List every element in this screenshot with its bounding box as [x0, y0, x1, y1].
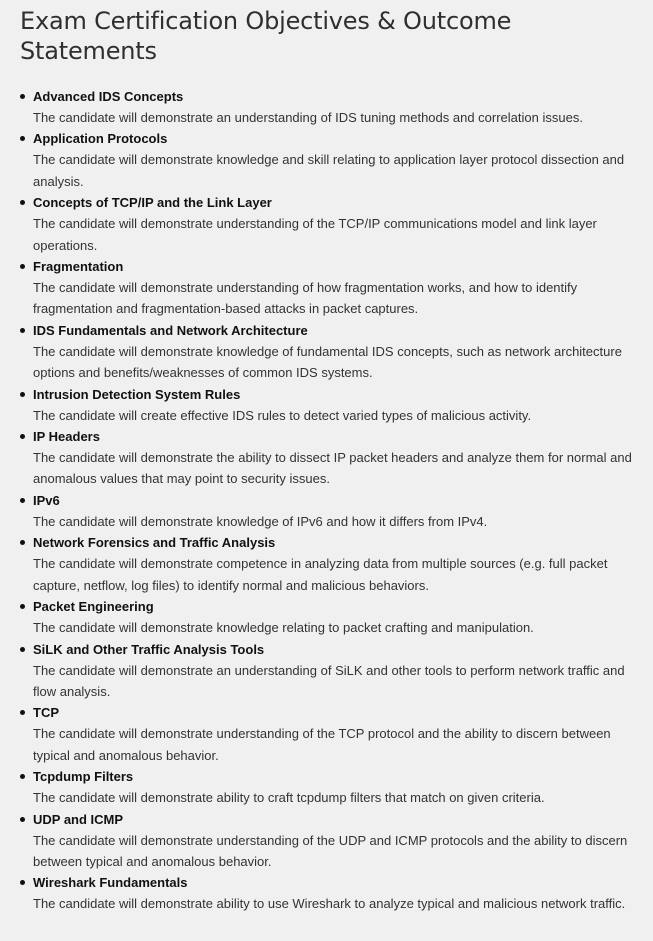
objective-title: Intrusion Detection System Rules	[33, 386, 241, 402]
page-title: Exam Certification Objectives & Outcome Statements	[20, 7, 512, 65]
bullet-icon	[20, 200, 25, 205]
list-item	[20, 872, 639, 914]
objective-description: The candidate will demonstrate the ability to dissect IP packet headers and analyze them for normal and anomalous values that may point to security issues.	[33, 450, 632, 487]
bullet-icon	[20, 774, 25, 779]
objective-title: IP Headers	[33, 429, 100, 445]
bullet-icon	[20, 94, 25, 99]
objective-title: IPv6	[33, 492, 60, 508]
objective-description: The candidate will demonstrate knowledge of fundamental IDS concepts, such as network architecture options and benefits/weaknesses of common IDS systems.	[33, 343, 622, 381]
objective-description: The candidate will demonstrate understanding of the UDP and ICMP protocols and the ability to discern between typical and anomalous behavior.	[33, 832, 628, 869]
list-item	[20, 86, 639, 128]
list-item	[20, 128, 639, 192]
list-item	[20, 766, 639, 808]
list-item	[20, 639, 639, 703]
objective-title: IDS Fundamentals and Network Architecture	[33, 322, 308, 338]
objective-title: UDP and ICMP	[33, 811, 124, 827]
list-item	[20, 490, 639, 532]
bullet-icon	[20, 710, 25, 715]
objective-description: The candidate will demonstrate knowledge relating to packet crafting and manipulation.	[33, 620, 534, 636]
bullet-icon	[20, 392, 25, 397]
objective-title: Network Forensics and Traffic Analysis	[33, 535, 276, 551]
objective-description: The candidate will demonstrate competence in analyzing data from multiple sources (e.g. full packet capture, netflow, log files) to identify normal and malicious behaviors.	[33, 556, 608, 593]
list-item	[20, 426, 639, 490]
bullet-icon	[20, 328, 25, 333]
objective-description: The candidate will demonstrate knowledge of IPv6 and how it differs from IPv4.	[33, 513, 488, 529]
list-item	[20, 596, 639, 638]
objective-description: The candidate will demonstrate understanding of the TCP protocol and the ability to discern between typical and anomalous behavior.	[33, 726, 611, 763]
objective-description: The candidate will demonstrate understanding of how fragmentation works, and how to identify fragmentation and fragmentation-based attacks in packet captures.	[33, 280, 578, 317]
bullet-icon	[20, 817, 25, 822]
objective-description: The candidate will demonstrate knowledge and skill relating to application layer protocol dissection and analysis.	[33, 152, 625, 189]
objective-title: Concepts of TCP/IP and the Link Layer	[33, 195, 272, 211]
list-item	[20, 532, 639, 596]
objective-title: Wireshark Fundamentals	[33, 875, 188, 891]
bullet-icon	[20, 647, 25, 652]
bullet-icon	[20, 434, 25, 439]
objective-description: The candidate will demonstrate understanding of the TCP/IP communications model and link layer operations.	[33, 216, 597, 253]
list-item	[20, 320, 639, 384]
objective-title: Packet Engineering	[33, 599, 154, 615]
objective-description: The candidate will create effective IDS rules to detect varied types of malicious activity.	[33, 407, 532, 423]
objective-title: Fragmentation	[33, 259, 124, 275]
bullet-icon	[20, 498, 25, 503]
objective-title: Application Protocols	[33, 131, 168, 147]
list-item	[20, 192, 639, 256]
objective-description: The candidate will demonstrate ability to use Wireshark to analyze typical and malicious network traffic.	[33, 896, 626, 912]
objective-title: TCP	[33, 705, 59, 721]
objective-description: The candidate will demonstrate ability to craft tcpdump filters that match on given criteria.	[33, 790, 545, 806]
list-item	[20, 702, 639, 766]
list-item	[20, 384, 639, 426]
bullet-icon	[20, 136, 25, 141]
objective-title: Advanced IDS Concepts	[33, 89, 184, 104]
list-item	[20, 809, 639, 873]
objective-description: The candidate will demonstrate an understanding of IDS tuning methods and correlation issues.	[33, 110, 583, 125]
bullet-icon	[20, 540, 25, 545]
bullet-icon	[20, 880, 25, 885]
bullet-icon	[20, 264, 25, 269]
bullet-icon	[20, 604, 25, 609]
objective-title: Tcpdump Filters	[33, 769, 134, 785]
objective-title: SiLK and Other Traffic Analysis Tools	[33, 641, 265, 657]
list-item	[20, 256, 639, 320]
objective-description: The candidate will demonstrate an understanding of SiLK and other tools to perform network traffic and flow analysis.	[33, 662, 625, 699]
objectives-list	[20, 86, 639, 915]
